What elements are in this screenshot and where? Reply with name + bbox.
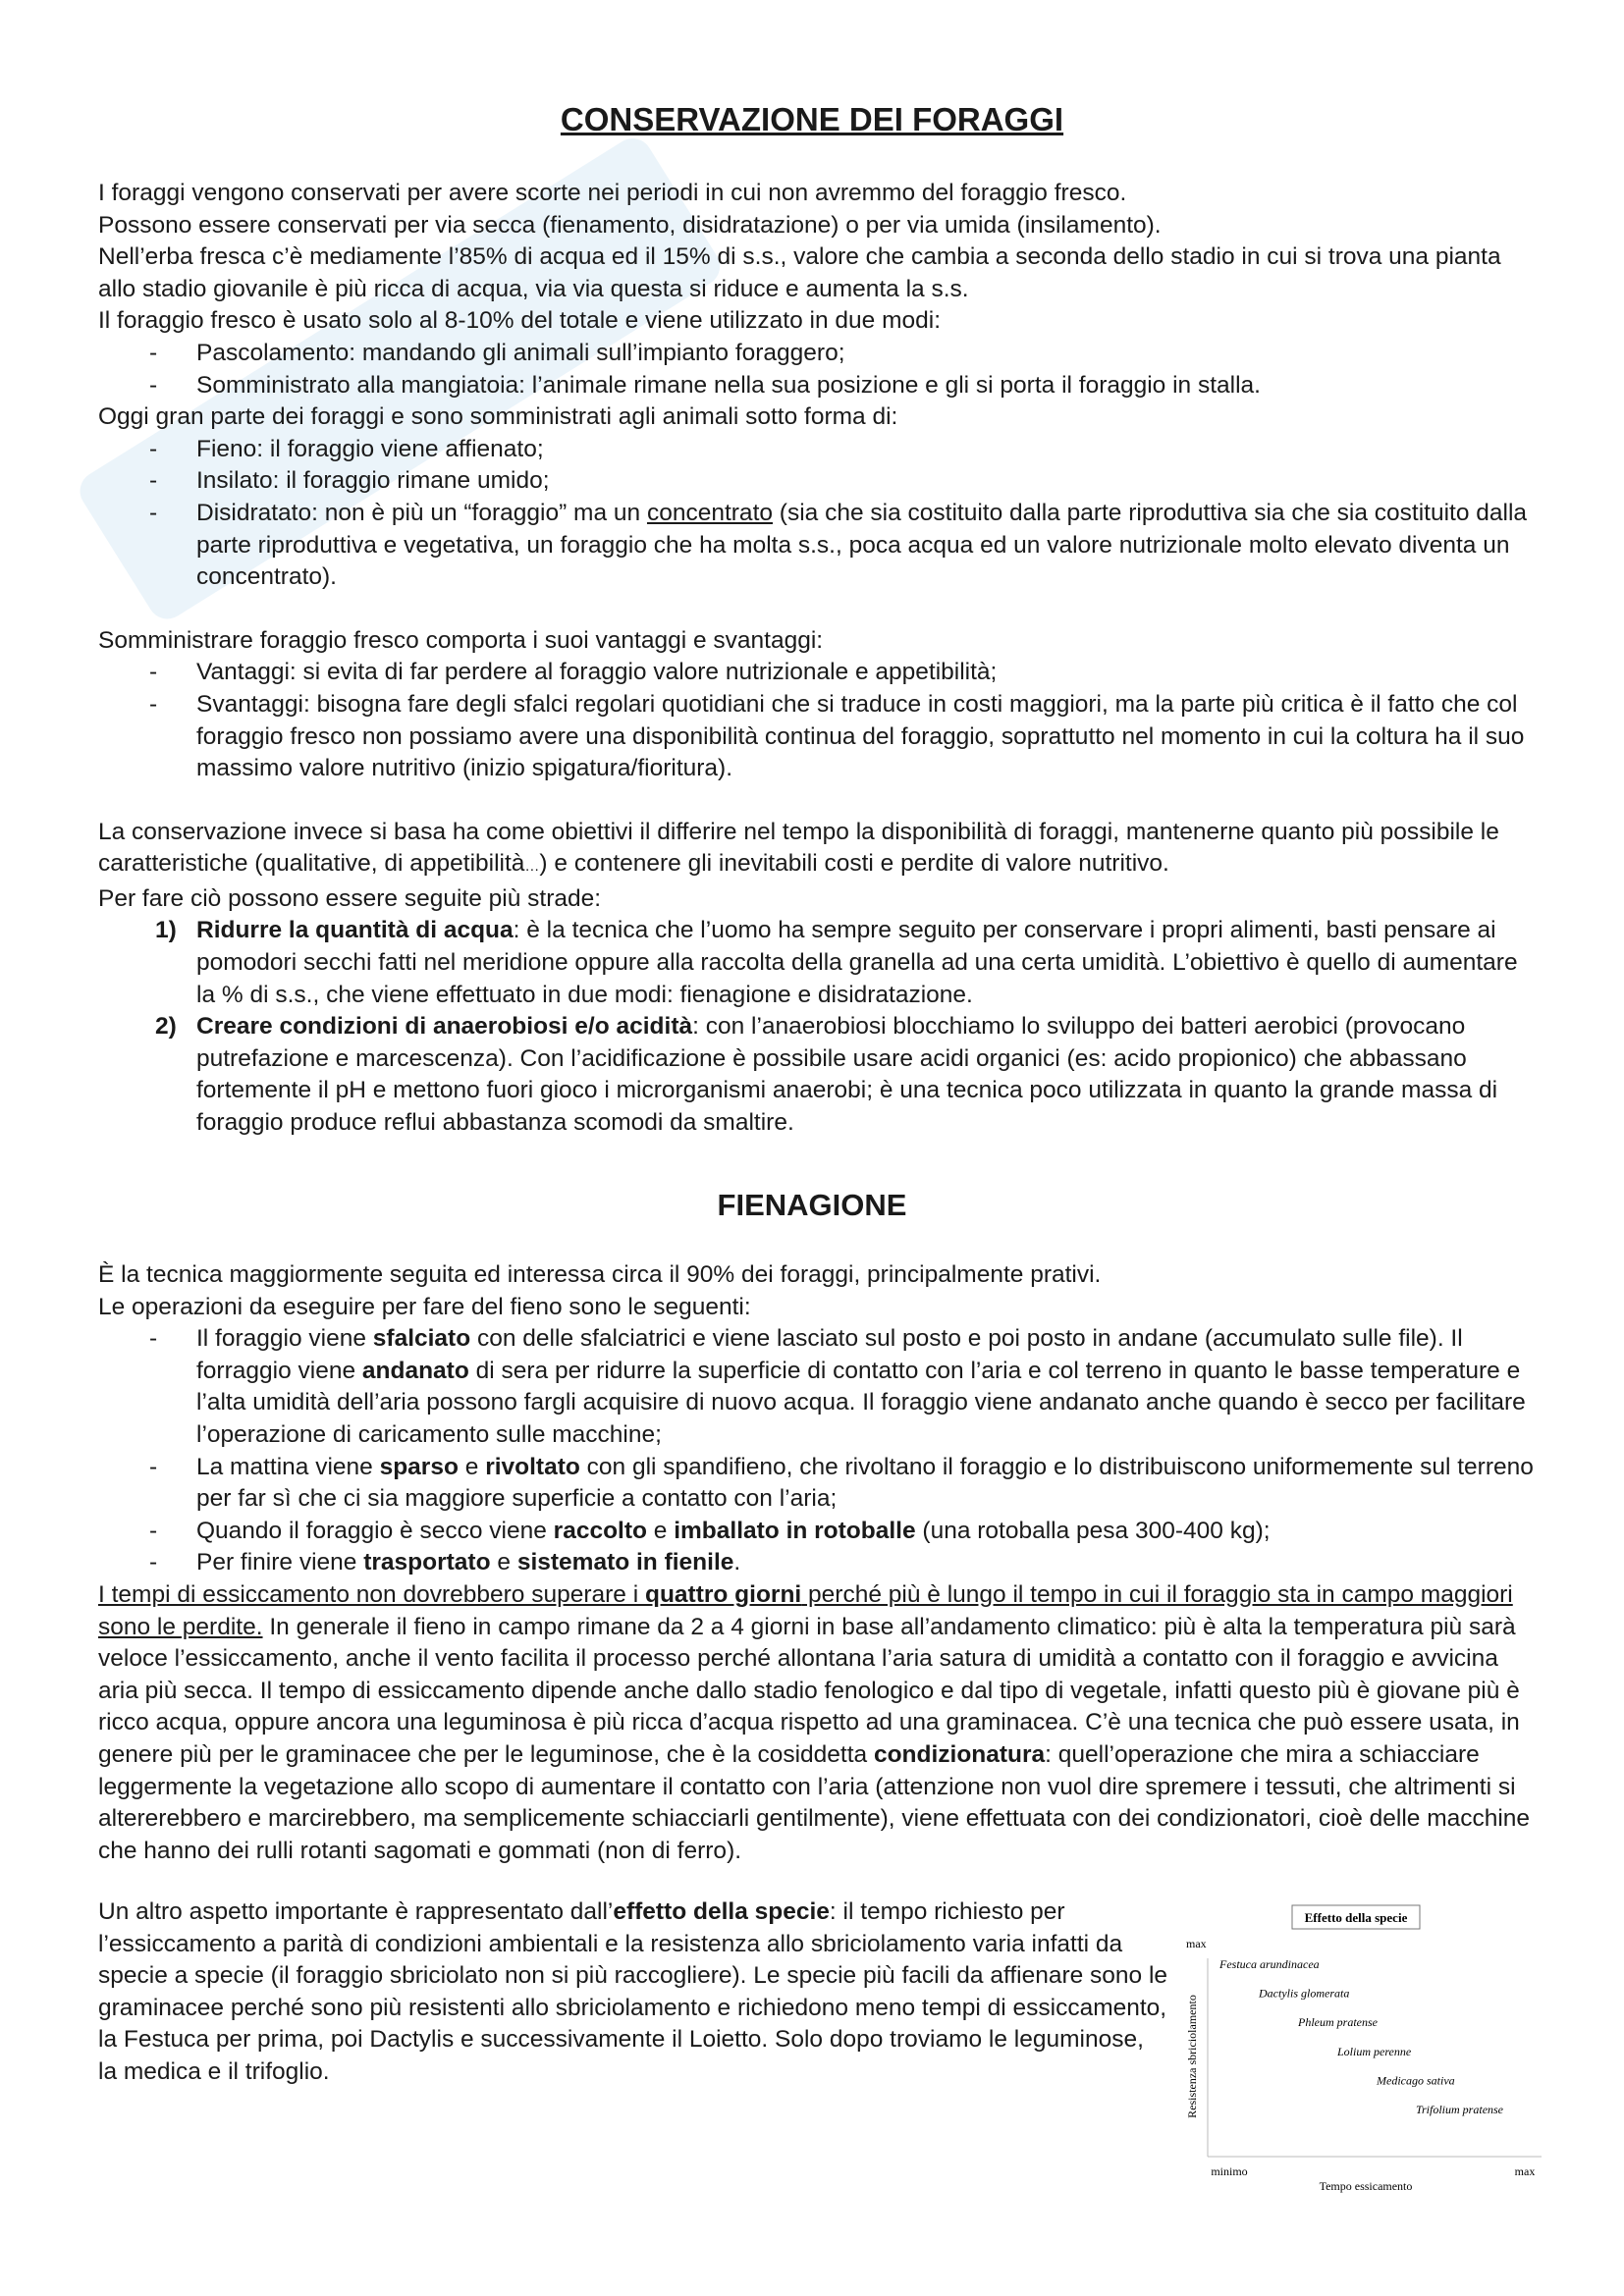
underlined-term: concentrato bbox=[646, 499, 773, 526]
list-item: - Quando il foraggio è secco viene raccolto e imballato in rotoballe (una rotoballa pesa 300-400 kg); bbox=[149, 1517, 1271, 1544]
paragraph: I foraggi vengono conservati per avere scorte nei periodi in cui non avremmo del foraggio fresco. bbox=[98, 180, 1127, 206]
paragraph: Per fare ciò possono essere seguite più strade: bbox=[98, 884, 602, 912]
species-label-1: Dactylis glomerata bbox=[1259, 1986, 1350, 2001]
paragraph: Oggi gran parte dei foraggi e sono somministrati agli animali sotto forma di: bbox=[98, 403, 898, 431]
y-axis-label: Resistenza sbriciolamento bbox=[1185, 1995, 1199, 2118]
list-item: - Somministrato alla mangiatoia: l’animale rimane nella sua posizione e gli si porta il foraggio in stalla. bbox=[149, 371, 1261, 399]
list-item: - Vantaggi: si evita di far perdere al foraggio valore nutrizionale e appetibilità; bbox=[149, 659, 998, 686]
numbered-item: 2) Creare condizioni di anaerobiosi e/o acidità: con l’anaerobiosi blocchiamo lo sviluppo dei batteri aerobici (provocano putrefazione e marcescenza). Con l’acidificazione è possibile usare acidi organici (es: acido propionico) che abbassano fortemente il pH e mettono fuori gioco i microrganismi anaerobi; è una tecnica poco utilizzata in quanto la grande massa di foraggio produce reflui abbastanza scomodi da smaltire. bbox=[155, 1013, 1498, 1137]
paragraph: Nell’erba fresca c’è mediamente l’85% di acqua ed il 15% di s.s., valore che cambia a seconda dello stadio in cui si trova una pianta allo stadio giovanile è più ricca di acqua, via via questa si riduce e aumenta la s.s. bbox=[98, 243, 1501, 302]
species-label-0: Festuca arundinacea bbox=[1219, 1957, 1320, 1971]
numbered-item: 1) Ridurre la quantità di acqua: è la tecnica che l’uomo ha sempre seguito per conservare i propri alimenti, basti pensare ai pomodori secchi fatti nel meridione oppure alla raccolta della granella ad una certa umidità. L’obiettivo è quello di aumentare la % di s.s., che viene effettuato in due modi: fienagione e disidratazione. bbox=[155, 917, 1518, 1008]
list-item: - Per finire viene trasportato e sistemato in fienile. bbox=[149, 1549, 741, 1576]
list-item: - Fieno: il foraggio viene affienato; bbox=[149, 435, 544, 462]
paragraph: La conservazione invece si basa ha come obiettivi il differire nel tempo la disponibilità di foraggi, mantenerne quanto più possibile le caratteristiche (qualitative, di appetibilità…) e contenere gli inevitabili costi e perdite di valore nutritivo. bbox=[98, 818, 1499, 878]
species-label-5: Trifolium pratense bbox=[1416, 2103, 1504, 2116]
x-tick-label: minimo bbox=[1211, 2164, 1248, 2178]
paragraph: È la tecnica maggiormente seguita ed interessa circa il 90% dei foraggi, principalmente prativi. bbox=[98, 1261, 1102, 1288]
list-item: - Svantaggi: bisogna fare degli sfalci regolari quotidiani che si traduce in costi maggiori, ma la parte più critica è il fatto che col foraggio fresco non possiamo avere una disponibilità continua del foraggio, soprattutto nel momento in cui la coltura ha il suo massimo valore nutritivo (inizio spigatura/fioritura). bbox=[149, 690, 1525, 782]
intro-section bbox=[98, 178, 1542, 1140]
paragraph: I tempi di essiccamento non dovrebbero superare i quattro giorni perché più è lungo il tempo in cui il foraggio sta in campo maggiori sono le perdite. In generale il fieno in campo rimane da 2 a 4 giorni in base all’andamento climatico: più è alta la temperatura più sarà veloce l’essiccamento, anche il vento facilita il processo perché allontana l’aria satura di umidità a contatto con il foraggio e avvicina aria più secca. Il tempo di essiccamento dipende anche dallo stadio fenologico e dal tipo di vegetale, infatti questo più è giovane più è ricco acqua, oppure ancora una leguminosa è più ricca d’acqua rispetto ad una graminacea. C’è una tecnica che può essere usata, in genere più per le graminacee che per le leguminose, che è la cosiddetta condizionatura: quell’operazione che mira a schiacciare leggermente la vegetazione allo scopo di aumentare il contatto con l’aria (attenzione non vuol dire spremere i tessuti, che altrimenti si altererebbero e marcirebbero, ma semplicemente schiacciarli gentilmente), viene effettuata con dei condizionatori, cioè delle macchine che hanno dei rulli rotanti sagomati e gommati (non di ferro). bbox=[98, 1580, 1531, 1864]
species-label-2: Phleum pratense bbox=[1298, 2015, 1378, 2030]
page-title: CONSERVAZIONE DEI FORAGGI bbox=[560, 101, 1064, 137]
x-axis-label: Tempo essicamento bbox=[1319, 2179, 1413, 2193]
list-item: - Insilato: il foraggio rimane umido; bbox=[149, 467, 550, 495]
x-tick-label: max bbox=[1514, 2164, 1536, 2178]
paragraph: Le operazioni da eseguire per fare del fieno sono le seguenti: bbox=[98, 1293, 751, 1320]
paragraph: Possono essere conservati per via secca (fienamento, disidratazione) o per via umida (insilamento). bbox=[98, 211, 1162, 239]
chart-title: Effetto della specie bbox=[1304, 1910, 1408, 1925]
section-heading: FIENAGIONE bbox=[717, 1188, 907, 1222]
species-label-4: Medicago sativa bbox=[1377, 2073, 1455, 2088]
y-tick-label: max bbox=[1186, 1937, 1207, 1950]
list-item: - Il foraggio viene sfalciato con delle sfalciatrici e viene lasciato sul posto e poi posto in andane (accumulato sulle file). Il forraggio viene andanato di sera per ridurre la superficie di contatto con l’aria e col terreno in quanto le basse temperature e l’alta umidità dell’aria possono fargli acquisire di nuovo acqua. Il foraggio viene andanato anche quando è secco per facilitare l’operazione di caricamento sulle macchine; bbox=[149, 1325, 1526, 1448]
paragraph: Somministrare foraggio fresco comporta i suoi vantaggi e svantaggi: bbox=[98, 626, 824, 654]
list-item: - Disidratato: non è più un “foraggio” ma un concentrato (sia che sia costituito dalla parte riproduttiva sia che sia costituito dalla parte riproduttiva e vegetativa, un foraggio che ha molta s.s., poca acqua ed un valore nutrizionale molto elevato diventa un concentrato). bbox=[149, 499, 1528, 591]
chart-points bbox=[1218, 1957, 1504, 2116]
fienagione-section bbox=[98, 1259, 1542, 1867]
species-effect-paragraph: Un altro aspetto importante è rappresentato dall’effetto della specie: il tempo richiesto per l’essiccamento a parità di condizioni ambientali e la resistenza allo sbriciolamento varia infatti da specie a specie (il foraggio sbriciolato non si più raccogliere). Le specie più facili da affienare sono le graminacee perché sono più resistenti allo sbriciolamento e richiedono meno tempi di essiccamento, la Festuca per prima, poi Dactylis e successivamente il Loietto. Solo dopo troviamo le leguminose, la medica e il trifoglio. bbox=[98, 1898, 1168, 2085]
species-label-3: Lolium perenne bbox=[1337, 2044, 1412, 2058]
list-item: - Pascolamento: mandando gli animali sull’impianto foraggero; bbox=[149, 339, 845, 366]
list-item: - La mattina viene sparso e rivoltato con gli spandifieno, che rivoltano il foraggio e lo distribuiscono uniformemente sul terreno per far sì che ci sia maggiore superficie a contatto con l’aria; bbox=[149, 1453, 1534, 1513]
paragraph: Il foraggio fresco è usato solo al 8-10% del totale e viene utilizzato in due modi: bbox=[98, 307, 942, 335]
species-effect-chart bbox=[1168, 1899, 1561, 2194]
